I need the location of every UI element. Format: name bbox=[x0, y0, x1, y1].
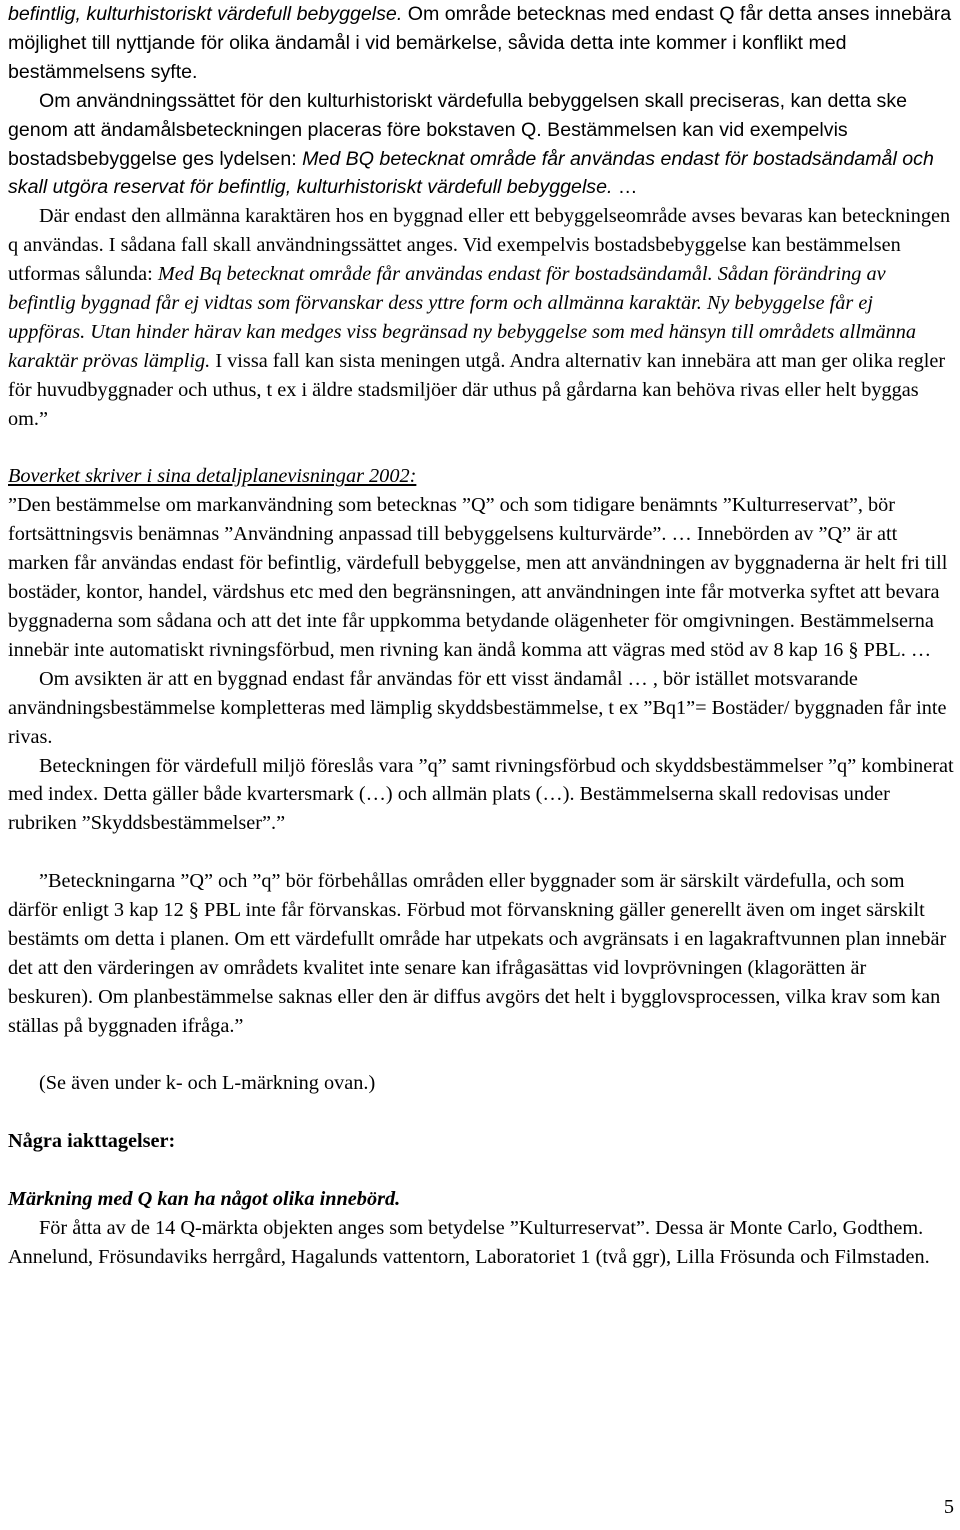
quote-italic-text: befintlig, kulturhistoriskt värdefull bebyggelse. bbox=[8, 3, 403, 25]
paragraph-culture-reserve: För åtta av de 14 Q-märkta objekten anges som betydelse ”Kulturreservat”. Dessa är Monte Carlo, Godthem. Annelund, Frösundaviks herrgård, Hagalunds vattentorn, Laboratoriet 1 (två ggr), Lilla Frösunda och Filmstaden. bbox=[8, 1216, 930, 1268]
paragraph-boverket-quote: ”Den bestämmelse om markanvändning som betecknas ”Q” och som tidigare benämnts ”Kulturreservat”, bör fortsättningsvis benämnas ”Användning anpassad till bebyggelsens kulturvärde”. … Innebörden av ”Q” är att marken får användas endast för befintlig, värdefull bebyggelse, men att användningen av byggnaderna är helt fri till bostäder, kontor, handel, värdshus etc med den begränsningen, att användningen inte får motverka syftet att bevara byggnaderna som sådana och att det inte får uppkomma betydande olägenheter för omgivningen. Bestämmelserna innebär inte automatiskt rivningsförbud, men rivning kan ändå komma att vägras med stöd av 8 kap 16 § PBL. … bbox=[8, 494, 948, 661]
quote-italic-text: Med BQ betecknat område får användas endast för bostadsändamål och skall utgöra reservat för befintlig, kulturhistoriskt värdefull bebyggelse. bbox=[8, 147, 934, 199]
paragraph-designations: ”Beteckningarna ”Q” och ”q” bör förbehållas områden eller byggnader som är särskilt värdefulla, och som därför enligt 3 kap 12 § PBL inte får förvanskas. Förbud mot förvanskning gäller generellt även om inget särskilt bestämts om detta i planen. Om ett värdefullt område har utpekats och avgränsats i en lagakraftvunnen plan innebär det att den värderingen av områdets kvalitet inte senare kan ifrågasättas vid lovprövningen (klagorätten är beskuren). Om planbestämmelse saknas eller den är diffus avgörs det helt i bygglovsprocessen, vilka krav som kan ställas på byggnaden ifråga.” bbox=[8, 870, 947, 1037]
document-page bbox=[8, 0, 954, 1272]
paragraph-valuable-environment: Beteckningen för värdefull miljö föreslås vara ”q” samt rivningsförbud och skyddsbestämmelser ”q” kombinerat med index. Detta gäller både kvartersmark (…) och allmän plats (…). Bestämmelserna skall redovisas under rubriken ”Skyddsbestämmelser”.” bbox=[8, 754, 954, 835]
body-text: Där endast den allmänna karaktären hos en byggnad eller ett bebyggelseområde avses bevaras kan beteckningen q användas. I sådana fall skall användningssättet anges. Vid exempelvis bostadsbebyggelse kan bestämmelsen utformas sålunda: bbox=[8, 205, 951, 286]
body-text: … bbox=[612, 176, 638, 199]
boverket-heading: Boverket skriver i sina detaljplanevisningar 2002: bbox=[8, 465, 417, 488]
paragraph-specific-purpose: Om avsikten är att en byggnad endast får användas för ett visst ändamål … , bör istället motsvarande användningsbestämmelse kompletteras med lämplig skyddsbestämmelse, t ex ”Bq1”= Bostäder/ byggnaden får inte rivas. bbox=[8, 667, 947, 748]
paragraph-q-designation bbox=[8, 0, 954, 87]
body-text: I vissa fall kan sista meningen utgå. Andra alternativ kan innebära att man ger olika regler för huvudbyggnader och uthus, t ex i äldre stadsmiljöer där uthus på gårdarna kan behöva rivas eller helt byggas om.” bbox=[8, 349, 946, 430]
paragraph-see-also: (Se även under k- och L-märkning ovan.) bbox=[39, 1072, 376, 1095]
page-number: 5 bbox=[943, 1496, 954, 1518]
body-text: Bestämmelsen kan vid exempelvis bostadsbebyggelse ges lydelsen: bbox=[8, 118, 848, 170]
heading-observations: Några iakttagelser: bbox=[8, 1130, 176, 1153]
paragraph-q-lowercase bbox=[8, 202, 954, 433]
paragraph-usage-specification bbox=[8, 87, 954, 203]
body-text: Om område betecknas med endast Q får detta anses innebära möjlighet till nyttjande för olika ändamål i vid bemärkelse, såvida detta inte kommer i konflikt med bestämmelsens syfte. bbox=[8, 3, 952, 83]
heading-q-marking: Märkning med Q kan ha något olika innebörd. bbox=[8, 1188, 401, 1211]
quote-italic-text: Med Bq betecknat område får användas endast för bostadsändamål. Sådan förändring av befintlig byggnad får ej vidtas som förvanskar dess yttre form och allmänna karaktär. Ny bebyggelse får ej uppföras. Utan hinder härav kan medges viss begränsad ny bebyggelse som med hänsyn till områdets allmänna karaktär prövas lämplig. bbox=[8, 263, 917, 372]
body-text: Om användningssättet för den kulturhistoriskt värdefulla bebyggelsen skall preciseras, kan detta ske genom att ändamålsbeteckningen placeras före bokstaven Q. bbox=[8, 89, 908, 141]
